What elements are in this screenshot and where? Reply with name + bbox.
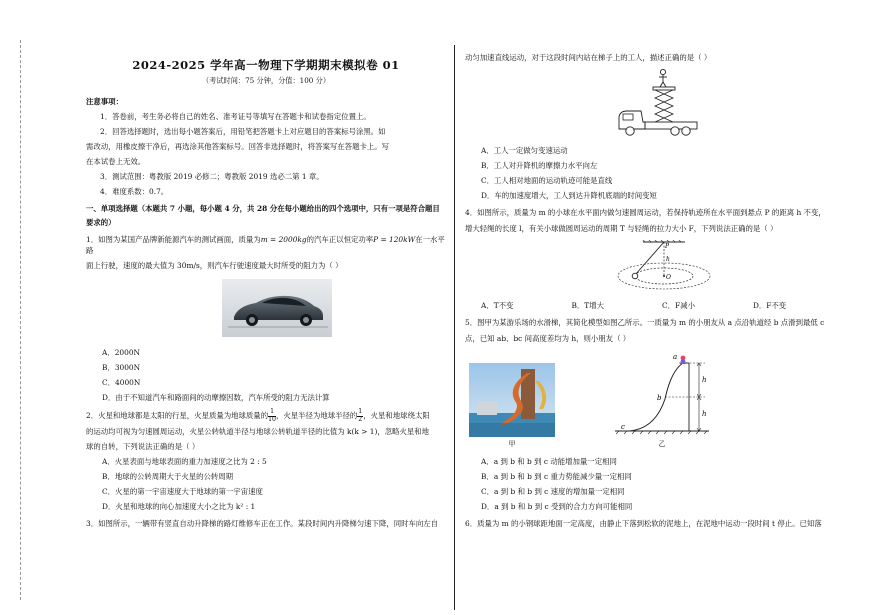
question-4 [465, 207, 845, 311]
label-c: c [621, 423, 625, 431]
q2-stem-cont: 的运动均可视为匀速圆周运动，火星公转轨道半径与地球公转轨道半径的比值为 k(k > 1)，忽略火星和地 [86, 427, 430, 436]
label-o: O [666, 274, 671, 281]
q2-option-b: B．地球的公转周期大于火星的公转周期 [102, 472, 234, 481]
q5-option-b: B．a 到 b 和 b 到 c 重力势能减少量一定相同 [481, 472, 632, 481]
q2-option-a: A．火星表面与地球表面的重力加速度之比为 2 : 5 [102, 457, 267, 466]
q5-figures [465, 352, 845, 450]
question-5 [465, 317, 845, 512]
q2-stem-end: 球的自转，下列说法正确的是（ ） [86, 442, 200, 451]
label-a: a [673, 353, 678, 361]
notice-item-3: 3．测试范围：粤教版 2019 必修二；粤教版 2019 选必二第 1 章。 [100, 172, 324, 181]
label-jia: 甲 [508, 440, 516, 448]
q5-photo-jia [469, 363, 555, 450]
fraction-1-2: $\frac{1}{2}$ [358, 408, 363, 423]
column-divider [454, 45, 455, 610]
notice-item-2: 2．回答选择题时，选出每小题答案后，用铅笔把答题卡上对应题目的答案标号涂黑。如 [100, 127, 386, 136]
q5-stem-cont: 点，已知 ab、bc 间高度差均为 h，则小朋友（ ） [465, 334, 631, 343]
q3-stem-cont: 动匀加速直线运动，对于这段时间内站在梯子上的工人，描述正确的是（ ） [465, 53, 712, 62]
right-column [465, 52, 845, 529]
section-heading: 一、单项选择题（本题共 7 小题，每小题 4 分，共 28 分在每小题给出的四个选项中，只有一项是符合题目 [86, 204, 440, 213]
label-b: b [657, 394, 662, 402]
q1-option-b: B．3000N [102, 363, 141, 372]
fraction-1-10: $\frac{1}{10}$ [268, 408, 276, 423]
label-h1: h [702, 376, 707, 384]
q4-option-b: B．T增大 [571, 301, 604, 310]
q3-option-b: B．工人对升降机的摩擦力水平向左 [481, 161, 598, 170]
section-heading-cont: 要求的） [86, 218, 116, 227]
q1-car-image [222, 279, 332, 337]
q3-option-a: A．工人一定做匀变速运动 [481, 146, 568, 155]
label-h: h [666, 256, 670, 263]
question-1 [86, 234, 446, 403]
notice-heading: 注意事项： [86, 97, 123, 106]
notice-item-1: 1．答卷前，考生务必将自己的姓名、准考证号等填写在答题卡和试卷指定位置上。 [100, 112, 371, 121]
q2-option-d: D．火星和地球的向心加速度大小之比为 k² : 1 [102, 502, 256, 511]
q4-options [481, 300, 845, 311]
notice-item-2-cont: 需改动，用橡皮擦干净后，再选涂其他答案标号。回答非选择题时，将答案写在答题卡上。写 [86, 142, 390, 151]
q4-option-c: C．F减小 [662, 301, 695, 310]
label-p: P [665, 243, 670, 250]
left-column [86, 52, 446, 529]
q2-stem: 2．火星和地球都是太阳的行星，火星质量为地球质量的 $\frac{1}{10}$ ，火星半径为地球半径的 $\frac{1}{2}$ ，火星和地球绕太阳 [86, 408, 430, 423]
label-h2: h [702, 410, 707, 418]
q5-slide-diagram-yi [613, 349, 711, 450]
q4-stem: 4．如图所示，质量为 m 的小球在水平面内做匀速圆周运动，若保持轨迹所在水平面到悬点 P 的距离 h 不变， [465, 208, 826, 217]
q3-lift-truck-figure [615, 67, 701, 139]
q4-option-d: D．F不变 [752, 301, 787, 310]
q1-stem: 1．如图为某国产品牌新能源汽车的测试画面，质量为m = 2000kg的汽车正以恒定功率P = 120kW在一水平路 [86, 235, 445, 255]
question-6 [465, 518, 845, 529]
exam-title: 2024-2025 学年高一物理下学期期末模拟卷 01 [132, 58, 400, 72]
q5-option-c: C．a 到 b 和 b 到 c 速度的增加量一定相同 [481, 487, 625, 496]
notice-item-4: 4．难度系数：0.7。 [100, 187, 169, 196]
q4-stem-cont: 增大轻绳的长度 l，有关小球做圆周运动的周期 T 与轻绳的拉力大小 F，下列说法正确的是（ ） [465, 224, 778, 233]
q3-option-c: C．工人相对地面的运动轨迹可能是直线 [481, 176, 613, 185]
question-3 [86, 518, 446, 529]
q2-option-c: C．火星的第一宇宙速度大于地球的第一宇宙速度 [102, 487, 263, 496]
q1-option-d: D．由于不知道汽车和路面间的动摩擦因数，汽车所受的阻力无法计算 [102, 393, 330, 402]
q4-option-a: A．T不变 [481, 301, 514, 310]
binding-line [20, 40, 22, 600]
label-yi: 乙 [658, 440, 666, 448]
q3-stem: 3．如图所示，一辆带有竖直自动升降梯的路灯维修车正在工作。某段时间内升降梯匀速下降，同时车向左自 [86, 519, 439, 528]
q1-option-a: A．2000N [102, 348, 141, 357]
q6-stem: 6．质量为 m 的小钢球距地面一定高度，由静止下落到松软的泥地上，在泥地中运动一段时间 t 停止。已知落 [465, 519, 822, 528]
q5-option-d: D．a 到 b 和 b 到 c 受到的合力方向可能相同 [481, 502, 633, 511]
q1-stem-cont: 面上行驶，速度的最大值为 30m/s，则汽车行驶速度最大时所受的阻力为（ ） [86, 261, 343, 270]
q1-option-c: C．4000N [102, 378, 141, 387]
q5-option-a: A．a 到 b 和 b 到 c 动能增加量一定相同 [481, 457, 617, 466]
exam-subtitle: （考试时间：75 分钟，分值：100 分） [201, 76, 331, 85]
notice-item-2-end: 在本试卷上无效。 [86, 157, 146, 166]
q3-option-d: D．车的加速度增大，工人到达升降机底端的时间变短 [481, 191, 657, 200]
q5-stem: 5．图甲为某游乐场的水滑梯，其简化模型如图乙所示。一质量为 m 的小朋友从 a 点沿轨道经 b 点滑到最低 c [465, 318, 825, 327]
q4-conical-pendulum-figure [615, 240, 725, 294]
question-2 [86, 409, 446, 512]
